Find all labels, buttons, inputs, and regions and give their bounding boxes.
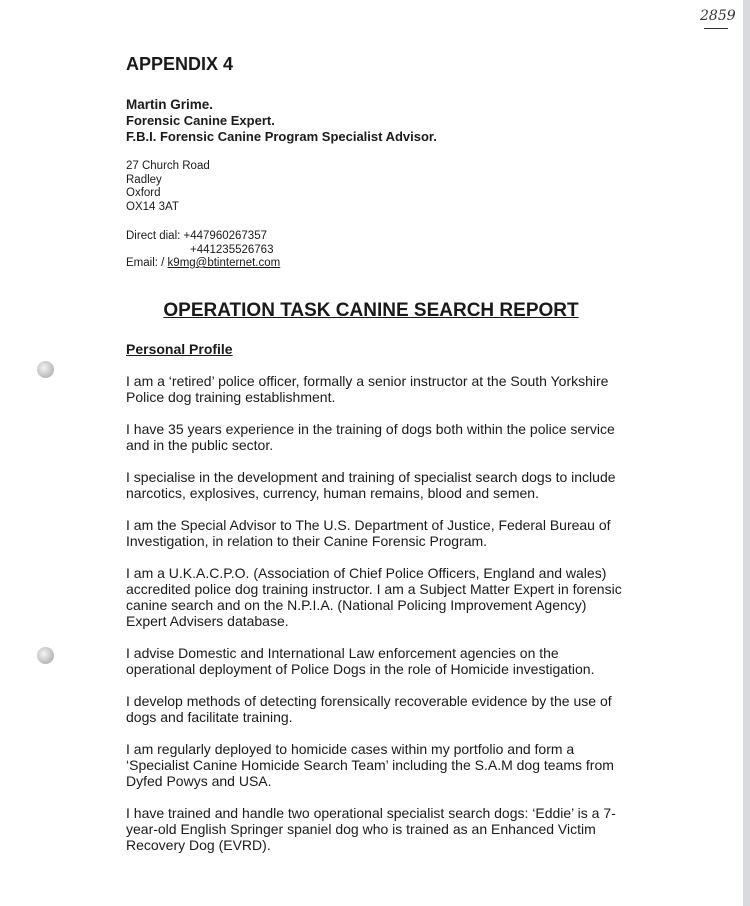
paragraph: I develop methods of detecting forensically recoverable evidence by the use of dogs and facilitate training. [126, 693, 612, 725]
paragraph: I have 35 years experience in the training of dogs both within the police service and in the public sector. [126, 421, 615, 453]
author-name: Martin Grime. [126, 97, 214, 112]
paragraph: I am regularly deployed to homicide cases within my portfolio and form a ‘Specialist Canine Homicide Search Team’ including the S.A.M dog teams from Dyfed Powys and USA. [126, 741, 614, 789]
scan-edge [743, 0, 750, 906]
profile-body [126, 373, 626, 869]
punch-hole [37, 361, 54, 378]
direct-dial-label: Direct dial: [126, 230, 181, 242]
address-line: 27 Church Road [126, 160, 210, 172]
address-line: OX14 3AT [126, 200, 179, 213]
phone-2: +441235526763 [190, 243, 274, 256]
paragraph: I am a U.K.A.C.P.O. (Association of Chief Police Officers, England and wales) accredited police dog training instructor. I am a Subject Matter Expert in forensic canine search and on the N.P.I.A. (National Policing Improvement Agency) Expert Advisers database. [126, 565, 622, 629]
handwritten-mark [704, 28, 728, 37]
paragraph: I am a ‘retired’ police officer, formally a senior instructor at the South Yorkshire Police dog training establishment. [126, 373, 609, 405]
punch-hole [37, 647, 54, 664]
email-link[interactable]: k9mg@btinternet.com [167, 257, 281, 269]
address-line: Radley [126, 173, 162, 186]
section-heading: Personal Profile [126, 341, 233, 357]
paragraph: I specialise in the development and training of specialist search dogs to include narcotics, explosives, currency, human remains, blood and semen. [126, 469, 616, 501]
paragraph: I advise Domestic and International Law enforcement agencies on the operational deployment of Police Dogs in the role of Homicide investigation. [126, 645, 595, 677]
handwritten-page-number: 2859 [700, 8, 736, 24]
address-line: Oxford [126, 187, 161, 199]
paragraph: I have trained and handle two operational specialist search dogs: ‘Eddie’ is a 7-year-old English Springer spaniel dog who is trained as an Enhanced Victim Recovery Dog (EVRD). [126, 805, 616, 853]
appendix-title: APPENDIX 4 [126, 54, 234, 74]
author-role: Forensic Canine Expert. [126, 113, 275, 128]
report-heading: OPERATION TASK CANINE SEARCH REPORT [163, 300, 579, 321]
email-label: Email: / [126, 257, 165, 269]
paragraph: I am the Special Advisor to The U.S. Department of Justice, Federal Bureau of Investigation, in relation to their Canine Forensic Program. [126, 517, 611, 549]
author-block [126, 97, 437, 145]
phone-1: +447960267357 [183, 230, 267, 242]
author-title: F.B.I. Forensic Canine Program Specialist Advisor. [126, 129, 437, 144]
contact-block [126, 230, 280, 271]
address-block [126, 160, 210, 214]
